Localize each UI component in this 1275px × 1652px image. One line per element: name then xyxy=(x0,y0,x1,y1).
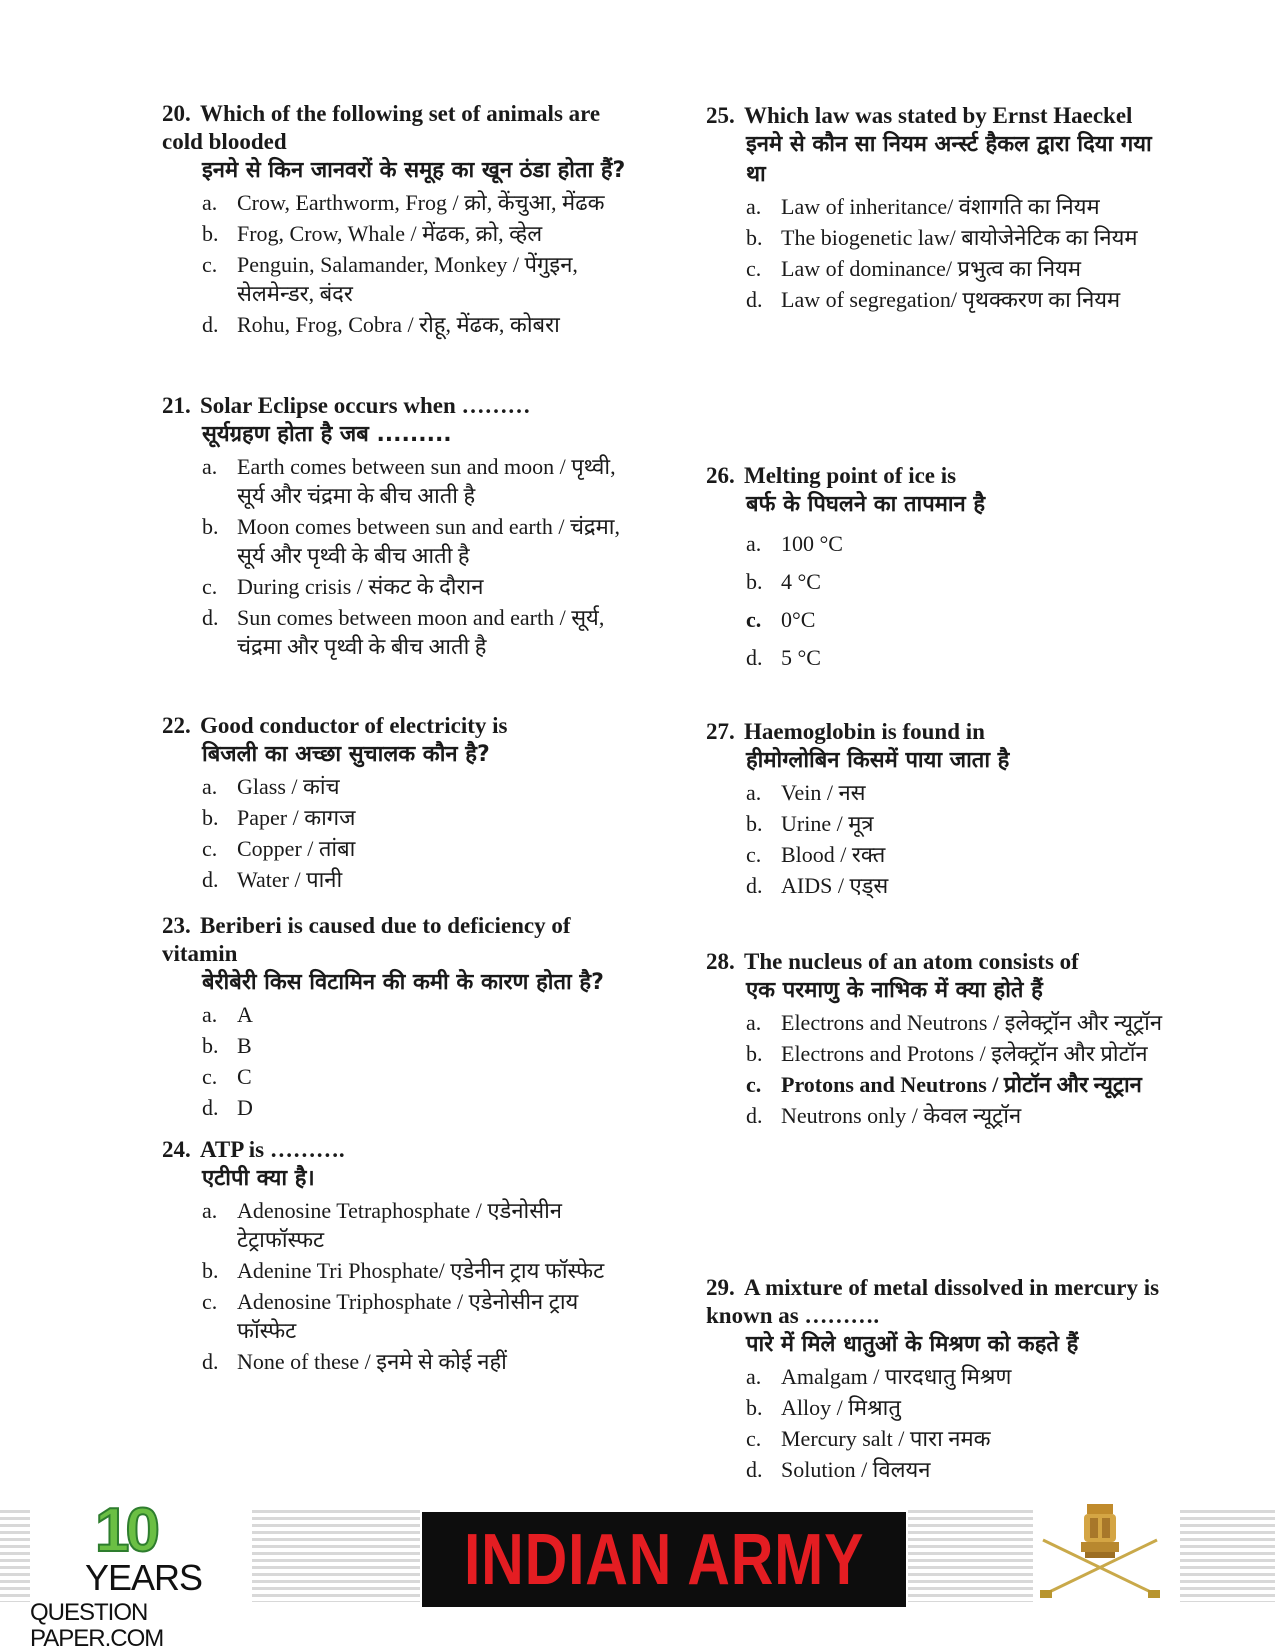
option-b: b. The biogenetic law/ बायोजेनेटिक का नियम xyxy=(746,225,1138,250)
question-text-hi: बेरीबेरी किस विटामिन की कमी के कारण होता है? xyxy=(202,970,604,995)
options-list xyxy=(706,192,1176,314)
question-text-en: Which of the following set of animals are cold blooded xyxy=(162,101,601,154)
question-number: 24. xyxy=(162,1137,191,1162)
question-25 xyxy=(706,102,1176,314)
options-list xyxy=(162,188,632,339)
options-list xyxy=(162,772,632,894)
question-text-hi: एक परमाणु के नाभिक में क्या होते हैं xyxy=(746,978,1043,1003)
question-20 xyxy=(162,100,632,339)
question-24 xyxy=(162,1136,632,1376)
question-text-en: Melting point of ice is xyxy=(744,463,957,488)
option-a: a. Earth comes between sun and moon / पृथ्वी, सूर्य और चंद्रमा के बीच आती है xyxy=(202,454,616,508)
question-text-hi: बर्फ के पिघलने का तापमान है xyxy=(746,492,986,517)
question-text-en: ATP is ………. xyxy=(200,1137,345,1162)
question-text-en: The nucleus of an atom consists of xyxy=(744,949,1079,974)
footer-stripes-right xyxy=(1180,1510,1275,1602)
option-c: c. Law of dominance/ प्रभुत्व का नियम xyxy=(746,256,1082,281)
question-27 xyxy=(706,718,1176,900)
option-c: c. Adenosine Triphosphate / एडेनोसीन ट्राय फॉस्फेट xyxy=(202,1289,579,1343)
option-b: b. Paper / कागज xyxy=(202,805,356,830)
option-a: a. Adenosine Tetraphosphate / एडेनोसीन टेट्राफॉस्फट xyxy=(202,1198,563,1252)
option-c: c. 0°C xyxy=(746,607,816,632)
option-d: d. Law of segregation/ पृथक्करण का नियम xyxy=(746,287,1121,312)
option-d: d. Sun comes between moon and earth / सूर्य, चंद्रमा और पृथ्वी के बीच आती है xyxy=(202,605,605,659)
option-b: b. Frog, Crow, Whale / मेंढक, क्रो, व्हेल xyxy=(202,221,543,246)
question-number: 28. xyxy=(706,949,735,974)
question-21 xyxy=(162,392,632,661)
option-b: b. B xyxy=(202,1033,252,1058)
question-number: 20. xyxy=(162,101,191,126)
question-text-hi: सूर्यग्रहण होता है जब ......... xyxy=(202,422,452,447)
question-number: 25. xyxy=(706,103,735,128)
footer-stripes-mid-left xyxy=(252,1510,420,1602)
question-text-hi: हीमोग्लोबिन किसमें पाया जाता है xyxy=(746,748,1010,773)
option-c: c. Penguin, Salamander, Monkey / पेंगुइन, सेलमेन्डर, बंदर xyxy=(202,252,578,306)
question-28 xyxy=(706,948,1176,1130)
option-a: a. 100 °C xyxy=(746,531,843,556)
page-footer xyxy=(0,1496,1275,1652)
option-a: a. Vein / नस xyxy=(746,780,866,805)
option-d: d. None of these / इनमे से कोई नहीं xyxy=(202,1349,507,1374)
footer-stripes-left xyxy=(0,1510,30,1602)
options-list xyxy=(162,1000,632,1122)
army-emblem-icon xyxy=(1035,1500,1165,1610)
option-c: c. Blood / रक्त xyxy=(746,842,886,867)
option-d: d. 5 °C xyxy=(746,645,821,670)
footer-stripes-mid-right xyxy=(908,1510,1033,1602)
indian-army-banner xyxy=(422,1512,906,1607)
option-a: a. Glass / कांच xyxy=(202,774,340,799)
option-a: a. Law of inheritance/ वंशागति का नियम xyxy=(746,194,1100,219)
ten-years-logo xyxy=(30,1496,250,1652)
question-number: 22. xyxy=(162,713,191,738)
option-d: d. Rohu, Frog, Cobra / रोहू, मेंढक, कोबरा xyxy=(202,312,560,337)
logo-years: YEARS xyxy=(85,1557,203,1598)
option-b: b. Urine / मूत्र xyxy=(746,811,874,836)
question-number: 21. xyxy=(162,393,191,418)
question-number: 29. xyxy=(706,1275,735,1300)
option-b: b. Electrons and Protons / इलेक्ट्रॉन और प्रोटॉन xyxy=(746,1041,1148,1066)
question-number: 23. xyxy=(162,913,191,938)
option-a: a. A xyxy=(202,1002,253,1027)
option-b: b. Adenine Tri Phosphate/ एडेनीन ट्राय फॉस्फेट xyxy=(202,1258,605,1283)
options-list xyxy=(706,529,1176,672)
options-list xyxy=(162,1196,632,1376)
option-c: c. Protons and Neutrons / प्रोटॉन और न्यूट्रान xyxy=(746,1072,1142,1097)
question-number: 26. xyxy=(706,463,735,488)
question-text-hi: बिजली का अच्छा सुचालक कौन है? xyxy=(202,742,490,767)
question-text-hi: पारे में मिले धातुओं के मिश्रण को कहते हैं xyxy=(746,1332,1079,1357)
options-list xyxy=(706,1362,1176,1484)
question-text-hi: इनमे से कौन सा नियम अर्न्स्ट हैकल द्वारा दिया गया था xyxy=(746,132,1152,187)
question-23 xyxy=(162,912,632,1122)
question-26 xyxy=(706,462,1176,672)
option-d: d. Water / पानी xyxy=(202,867,343,892)
option-a: a. Electrons and Neutrons / इलेक्ट्रॉन और न्यूट्रॉन xyxy=(746,1010,1163,1035)
logo-number: 10 xyxy=(95,1496,156,1565)
question-22 xyxy=(162,712,632,894)
option-a: a. Amalgam / पारदधातु मिश्रण xyxy=(746,1364,1012,1389)
option-c: c. Copper / तांबा xyxy=(202,836,356,861)
option-b: b. Moon comes between sun and earth / चंद्रमा, सूर्य और पृथ्वी के बीच आती है xyxy=(202,514,620,568)
logo-site: QUESTION PAPER.COM xyxy=(30,1599,164,1652)
option-c: c. During crisis / संकट के दौरान xyxy=(202,574,484,599)
question-text-en: A mixture of metal dissolved in mercury is known as ………. xyxy=(706,1275,1160,1328)
option-b: b. Alloy / मिश्रातु xyxy=(746,1395,901,1420)
question-text-hi: इनमे से किन जानवरों के समूह का खून ठंडा होता हैं? xyxy=(202,158,626,183)
option-c: c. Mercury salt / पारा नमक xyxy=(746,1426,991,1451)
question-text-hi: एटीपी क्या है। xyxy=(202,1166,315,1191)
question-number: 27. xyxy=(706,719,735,744)
option-d: d. Solution / विलयन xyxy=(746,1457,931,1482)
option-a: a. Crow, Earthworm, Frog / क्रो, केंचुआ, मेंढक xyxy=(202,190,605,215)
option-d: d. Neutrons only / केवल न्यूट्रॉन xyxy=(746,1103,1022,1128)
options-list xyxy=(706,778,1176,900)
option-d: d. AIDS / एड्स xyxy=(746,873,889,898)
options-list xyxy=(162,452,632,661)
options-list xyxy=(706,1008,1176,1130)
question-text-en: Haemoglobin is found in xyxy=(744,719,985,744)
question-text-en: Which law was stated by Ernst Haeckel xyxy=(744,103,1133,128)
option-c: c. C xyxy=(202,1064,252,1089)
banner-text: INDIAN ARMY xyxy=(463,1519,865,1600)
question-29 xyxy=(706,1274,1176,1484)
option-b: b. 4 °C xyxy=(746,569,821,594)
question-text-en: Beriberi is caused due to deficiency of vitamin xyxy=(162,913,571,966)
option-d: d. D xyxy=(202,1095,253,1120)
question-text-en: Solar Eclipse occurs when ……… xyxy=(200,393,531,418)
question-text-en: Good conductor of electricity is xyxy=(200,713,508,738)
